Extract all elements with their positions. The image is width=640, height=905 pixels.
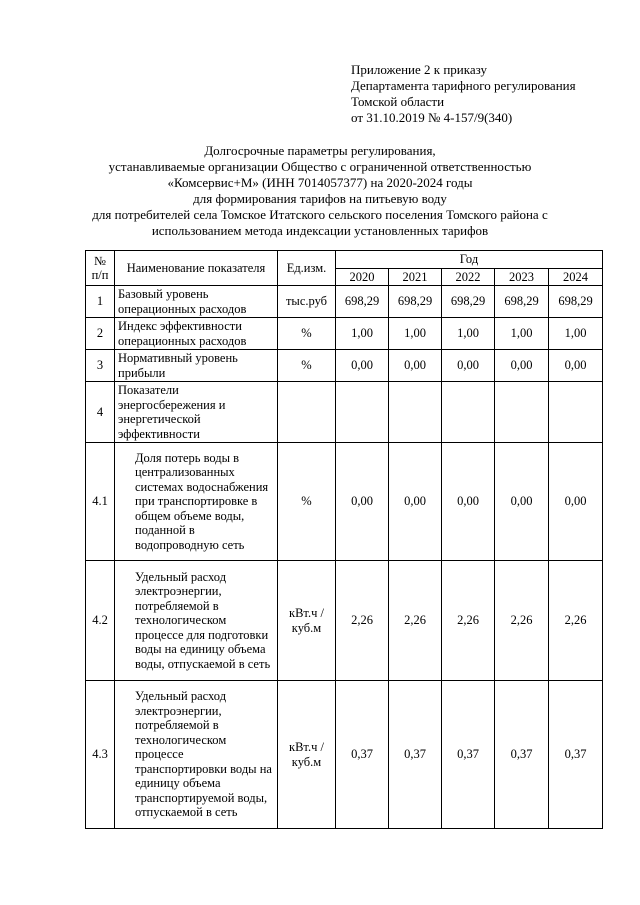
title-line: использованием метода индексации установленных тарифов xyxy=(151,223,489,238)
row-name: Удельный расход электроэнергии, потребляемой в технологическом процессе для подготовки воды на единицу объема воды, отпускаемой в сеть xyxy=(115,561,278,681)
row-value: 698,29 xyxy=(495,286,549,318)
row-number: 4.3 xyxy=(86,681,115,829)
row-value: 2,26 xyxy=(336,561,389,681)
column-header-name: Наименование показателя xyxy=(115,251,278,286)
row-value: 0,00 xyxy=(495,443,549,561)
row-value: 1,00 xyxy=(442,318,495,350)
title-line: устанавливаемые организации Общество с ограниченной ответственностью xyxy=(108,159,532,174)
row-value: 2,26 xyxy=(442,561,495,681)
row-value: 2,26 xyxy=(495,561,549,681)
year-header: 2021 xyxy=(389,268,442,286)
row-value: 0,37 xyxy=(389,681,442,829)
row-value: 0,00 xyxy=(389,350,442,382)
appendix-line: от 31.10.2019 № 4-157/9(340) xyxy=(351,110,513,125)
row-value: 0,00 xyxy=(442,443,495,561)
row-unit: кВт.ч / куб.м xyxy=(278,681,336,829)
row-value xyxy=(336,382,389,443)
year-header: 2020 xyxy=(336,268,389,286)
table-row xyxy=(86,350,603,382)
row-number: 4 xyxy=(86,382,115,443)
row-value: 0,00 xyxy=(442,350,495,382)
row-value: 2,26 xyxy=(389,561,442,681)
table-row xyxy=(86,318,603,350)
year-header: 2024 xyxy=(549,268,603,286)
row-value: 0,37 xyxy=(549,681,603,829)
year-header: 2023 xyxy=(495,268,549,286)
row-unit xyxy=(278,382,336,443)
parameters-table xyxy=(85,250,603,829)
row-unit: % xyxy=(278,318,336,350)
row-value: 0,37 xyxy=(336,681,389,829)
row-number: 4.1 xyxy=(86,443,115,561)
row-value xyxy=(389,382,442,443)
table-row xyxy=(86,443,603,561)
row-value: 698,29 xyxy=(389,286,442,318)
document-title xyxy=(0,143,640,239)
row-name: Удельный расход электроэнергии, потребляемой в технологическом процессе транспортировки воды на единицу объема транспортируемой воды, отпускаемой в сеть xyxy=(115,681,278,829)
table-header-row xyxy=(86,251,603,269)
column-header-year: Год xyxy=(336,251,603,269)
title-line: для формирования тарифов на питьевую воду xyxy=(193,191,447,206)
column-header-unit: Ед.изм. xyxy=(278,251,336,286)
row-value: 2,26 xyxy=(549,561,603,681)
row-value: 0,00 xyxy=(336,443,389,561)
column-header-number: № п/п xyxy=(86,251,115,286)
appendix-line: Приложение 2 к приказу xyxy=(351,62,488,77)
appendix-line: Томской области xyxy=(351,94,445,109)
row-value xyxy=(549,382,603,443)
row-value: 0,00 xyxy=(549,443,603,561)
row-value: 1,00 xyxy=(336,318,389,350)
row-value: 1,00 xyxy=(549,318,603,350)
title-line: «Комсервис+М» (ИНН 7014057377) на 2020-2024 годы xyxy=(167,175,473,190)
row-value xyxy=(495,382,549,443)
row-value: 698,29 xyxy=(549,286,603,318)
row-number: 3 xyxy=(86,350,115,382)
row-value: 0,00 xyxy=(389,443,442,561)
row-unit: тыс.руб xyxy=(278,286,336,318)
row-name: Индекс эффективности операционных расходов xyxy=(115,318,278,350)
row-value: 1,00 xyxy=(389,318,442,350)
row-name: Нормативный уровень прибыли xyxy=(115,350,278,382)
row-number: 4.2 xyxy=(86,561,115,681)
row-value: 698,29 xyxy=(442,286,495,318)
year-header: 2022 xyxy=(442,268,495,286)
row-value: 0,00 xyxy=(336,350,389,382)
row-value: 698,29 xyxy=(336,286,389,318)
table-row xyxy=(86,561,603,681)
row-value: 0,37 xyxy=(442,681,495,829)
row-value: 0,37 xyxy=(495,681,549,829)
row-unit: % xyxy=(278,443,336,561)
table-row xyxy=(86,286,603,318)
row-value: 0,00 xyxy=(495,350,549,382)
title-line: для потребителей села Томское Итатского сельского поселения Томского района с xyxy=(92,207,548,222)
row-name: Показатели энергосбережения и энергетической эффективности xyxy=(115,382,278,443)
row-number: 2 xyxy=(86,318,115,350)
table-row xyxy=(86,382,603,443)
row-name: Доля потерь воды в централизованных системах водоснабжения при транспортировке в общем объеме воды, поданной в водопроводную сеть xyxy=(115,443,278,561)
row-unit: % xyxy=(278,350,336,382)
row-value xyxy=(442,382,495,443)
appendix-header xyxy=(351,62,576,126)
row-value: 1,00 xyxy=(495,318,549,350)
row-unit: кВт.ч / куб.м xyxy=(278,561,336,681)
row-number: 1 xyxy=(86,286,115,318)
appendix-line: Департамента тарифного регулирования xyxy=(351,78,576,93)
row-value: 0,00 xyxy=(549,350,603,382)
table-row xyxy=(86,681,603,829)
title-line: Долгосрочные параметры регулирования, xyxy=(204,143,436,158)
row-name: Базовый уровень операционных расходов xyxy=(115,286,278,318)
